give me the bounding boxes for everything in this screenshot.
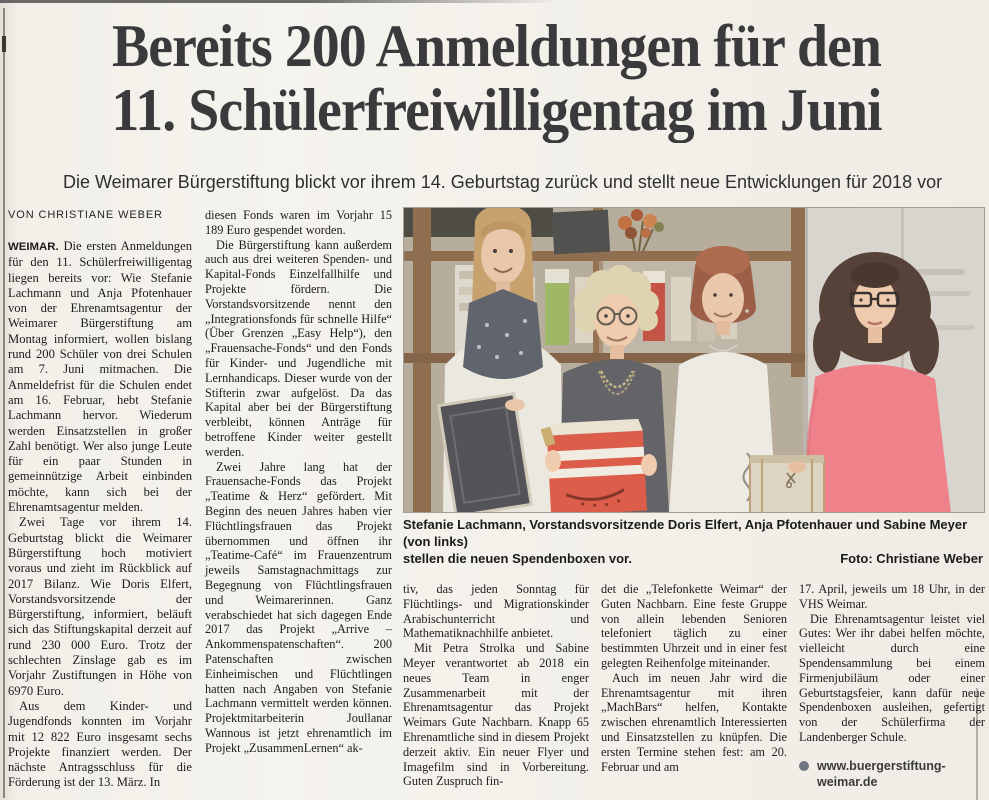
photo-illustration xyxy=(403,207,985,513)
photo-caption xyxy=(403,516,983,567)
paragraph: tiv, das jeden Sonntag für Flüchtlings- und Migrationskinder Arabischunterricht und Mathematiknachhilfe anbietet. xyxy=(403,582,589,641)
website-url-line-1: www.buergerstiftung- xyxy=(817,758,946,773)
paragraph: Die Ehrenamtsagentur leistet viel Gutes: Wer ihr dabei helfen möchte, vielleicht durch eine Spendensammlung bei einem Firmenjubiläum oder einer Geburtstagsfeier, kann dafür neue Spendenboxen ausleihen, gefertigt von der Schülerfirma der Landenberger Schule. xyxy=(799,611,985,744)
headline-line-2: 11. Schülerfreiwilligentag im Juni xyxy=(111,77,882,143)
caption-line-2: stellen die neuen Spendenboxen vor. xyxy=(403,551,632,566)
paragraph: Aus dem Kinder- und Jugendfonds konnten im Vorjahr mit 12 822 Euro insgesamt sechs Projekte finanziert werden. Der nächste Antragsschluss für die Förderung ist der 13. März. In xyxy=(8,698,192,790)
bullet-icon xyxy=(799,761,809,771)
paragraph: 17. April, jeweils um 18 Uhr, in der VHS Weimar. xyxy=(799,582,985,611)
photo-credit: Foto: Christiane Weber xyxy=(840,551,983,566)
headline xyxy=(51,14,941,142)
article-photo xyxy=(403,207,985,513)
subheadline: Die Weimarer Bürgerstiftung blickt vor ihrem 14. Geburtstag zurück und stellt neue Entwicklungen für 2018 vor xyxy=(63,172,943,192)
paragraph-text: Die ersten Anmeldungen für den 11. Schülerfreiwilligentag liegen bereits vor: Wie Stefanie Lachmann und Anja Pfotenhauer von der Ehrenamtsagentur der Weimarer Bürgerstiftung am Montag informiert, wollen bislang rund 200 Schüler von drei Schulen am 7. Juni mitmachen. Die Anmeldefrist für die Schulen endet am 16. Februar, hebt Stefanie Lachmann hervor. Wiederum werden Einsatzstellen in großer Zahl benötigt. Wer also junge Leute für ein paar Stunden in gemeinnützige Arbeit einbinden möchte, kann sich bei der Ehrenamtsagentur melden. xyxy=(8,239,192,515)
paragraph: Auch im neuen Jahr wird die Ehrenamtsagentur mit ihren „MachBars“ helfen, Kontakte zwischen ehrenamtlich Interessierten und Einsatzstellen zu knüpfen. Die ersten Termine stehen fest: am 20. Februar und am xyxy=(601,670,787,774)
dateline: WEIMAR. xyxy=(8,241,59,253)
website-url xyxy=(817,758,946,790)
scan-artifact-left-line xyxy=(3,8,5,798)
paragraph: det die „Telefonkette Weimar“ der Guten Nachbarn. Eine feste Gruppe von allein lebenden Senioren telefoniert täglich zu einer bestimmten Uhrzeit und in einer fest gelegten Reihenfolge miteinander. xyxy=(601,582,787,670)
caption-line-1: Stefanie Lachmann, Vorstandsvorsitzende Doris Elfert, Anja Pfotenhauer und Sabine Meyer (von links) xyxy=(403,517,968,549)
paragraph: Mit Petra Strolka und Sabine Meyer verantwortet ab 2018 ein neues Team in enger Zusammenarbeit mit der Ehrenamtsagentur das Projekt Weimars Gute Nachbarn. Knapp 65 Ehrenamtliche sind in diesem Projekt derzeit aktiv. Ein neuer Flyer und Imagefilm sind in Vorbereitung. Guten Zuspruch fin- xyxy=(403,641,589,789)
paragraph xyxy=(8,239,192,515)
headline-line-1: Bereits 200 Anmeldungen für den xyxy=(112,13,881,79)
paragraph: Die Bürgerstiftung kann außerdem auch aus drei weiteren Spenden- und Kapital-Fonds Einzelfallhilfe und Projekte fördern. Die Vorstandsvorsitzende nennt den „Integrationsfonds für schnelle Hilfe“ (Über Grenzen „Easy Help“), den „Frauensache-Fonds“ und den Fonds für Kinder- und Jugendliche mit Lernhandicaps. Dieser wurde von der Stifterin zwar aufgelöst. Da das Kapital aber bei der Bürgerstiftung verbleibt, können Anträge für betroffene Kinder weiter gestellt werden. xyxy=(205,237,392,459)
paragraph: Zwei Tage vor ihrem 14. Geburtstag blickt die Weimarer Bürgerstiftung hoch motiviert voraus und zieht im Rückblick auf 2017 Bilanz. Wie Doris Elfert, Vorstandsvorsitzende der Bürgerstiftung, informiert, beläuft sich das Stiftungskapital derzeit auf rund 230 000 Euro. Trotz der schlechten Zinslage gab es im Vorjahr Zustiftungen in Höhe von 6970 Euro. xyxy=(8,515,192,698)
paragraph: Zwei Jahre lang hat der Frauensache-Fonds das Projekt „Teatime & Herz“ gefördert. Mit Beginn des neuen Jahres haben vier Flüchtlingsfrauen das Projekt übernommen und öffnen ihr „Teatime-Café“ im Frauenzentrum jeweils Samstagnachmittags zur Begegnung von Flüchtlingsfrauen und Weimarerinnen. Ganz verabschiedet hat sich dagegen Ende 2017 das Projekt „Arrive – Ankommenspatenschaften“. 200 Patenschaften zwischen Einheimischen und Flüchtlingen hatten nach Angaben von Stefanie Lachmann vermittelt werden können. Projektmitarbeiterin Joullanar Wannous ist jetzt ehrenamtlich im Projekt „ZusammenLernen“ ak- xyxy=(205,459,392,755)
byline: VON CHRISTIANE WEBER xyxy=(8,209,163,221)
paragraph: diesen Fonds waren im Vorjahr 15 189 Euro gespendet worden. xyxy=(205,208,392,237)
article-column-2 xyxy=(205,208,392,800)
scan-artifact-blob xyxy=(2,36,6,52)
scan-artifact-top-line xyxy=(0,0,560,3)
website-url-line-2: weimar.de xyxy=(817,774,878,789)
website-link xyxy=(799,758,985,790)
article-column-3 xyxy=(403,582,589,789)
article-column-1 xyxy=(8,239,192,800)
article-column-4 xyxy=(601,582,787,774)
article-column-5 xyxy=(799,582,985,790)
